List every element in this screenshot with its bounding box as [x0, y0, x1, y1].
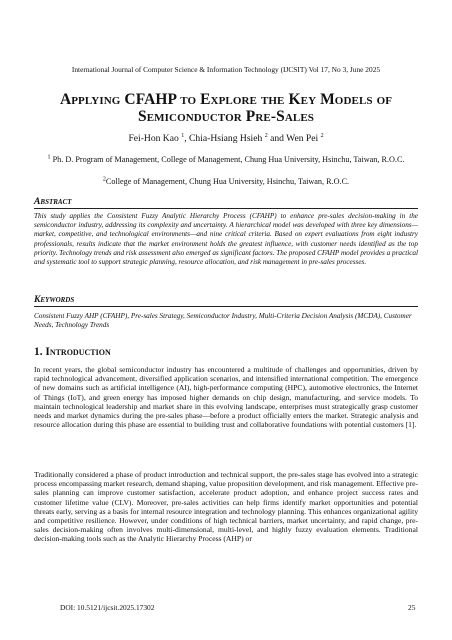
abstract-text: This study applies the Consistent Fuzzy Analytic Hierarchy Process (CFAHP) to enhance pre-sales decision-making in the semiconductor industry, addressing its complexity and uncertainty. A hierarchical model was developed with three key dimensions—market, competitive, and technological environments—and nine critical criteria. Based on expert evaluations from eight industry professionals, results indicate that the market environment holds the greatest influence, with customer needs identified as the top priority. Technology trends and risk assessment also emerged as significant factors. The proposed CFAHP model provides a practical and systematic tool to support strategic planning, resource allocation, and risk management in pre-sales processes. — [34, 212, 418, 267]
author-affiliation-marker: 2 — [264, 132, 268, 139]
author-name: , Chia-Hsiang Hsieh — [184, 133, 265, 144]
doi-footer: DOI: 10.5121/ijcsit.2025.17302 — [60, 603, 155, 612]
affiliation — [34, 154, 418, 165]
affiliation-text: College of Management, Chung Hua University, Hsinchu, Taiwan, R.O.C. — [105, 177, 350, 186]
author-list — [34, 133, 418, 145]
affiliation — [34, 176, 418, 187]
abstract-heading: Abstract — [34, 196, 72, 207]
body-paragraph: Traditionally considered a phase of product introduction and technical support, the pre-sales stage has evolved into a strategic process encompassing market research, demand shaping, value proposition development, and risk management. Effective pre-sales planning can improve customer satisfaction, accelerate product adoption, and enhance project success rates and customer lifetime value (CLV). Moreover, pre-sales activities can help firms identify market opportunities and potential threats early, serving as a basis for internal resource integration and technology planning. This enhances organizational agility and competitive resilience. However, under conditions of high technical barriers, market uncertainty, and rapid change, pre-sales decision-making often involves multi-dimensional, multi-level, and highly fuzzy evaluation elements. Traditional decision-making tools such as the Analytic Hierarchy Process (AHP) or — [34, 470, 418, 544]
paper-title: Applying CFAHP to Explore the Key Models of Semiconductor Pre-Sales — [59, 91, 393, 125]
journal-header: International Journal of Computer Science & Information Technology (IJCSIT) Vol 17, No 3, June 2025 — [71, 65, 381, 74]
affiliation-marker: 2 — [102, 176, 106, 183]
affiliation-marker: 1 — [47, 154, 51, 161]
author-affiliation-marker: 1 — [181, 132, 185, 139]
keywords-heading: Keywords — [34, 294, 75, 305]
author-name: and Wen Pei — [267, 133, 321, 144]
section-divider — [34, 208, 418, 209]
section-divider — [34, 306, 418, 307]
page-number: 25 — [408, 603, 416, 612]
author-affiliation-marker: 2 — [320, 132, 324, 139]
affiliation-text: Ph. D. Program of Management, College of Management, Chung Hua University, Hsinchu, Taiwan, R.O.C. — [50, 155, 405, 164]
introduction-heading: 1. Introduction — [34, 346, 111, 358]
author-name: Fei-Hon Kao — [128, 133, 182, 144]
keywords-text: Consistent Fuzzy AHP (CFAHP), Pre-sales Strategy, Semiconductor Industry, Multi-Criteria Decision Analysis (MCDA), Customer Needs, Technology Trends — [34, 312, 412, 330]
body-paragraph: In recent years, the global semiconductor industry has encountered a multitude of challenges and opportunities, driven by rapid technological advancement, diversified application scenarios, and intensified international competition. The emergence of new domains such as artificial intelligence (AI), high-performance computing (HPC), automotive electronics, the Internet of Things (IoT), and green energy has imposed higher demands on chip design, manufacturing, and service models. To maintain technological leadership and market share in this evolving landscape, enterprises must strategically grasp customer needs and market dynamics during the pre-sales phase—before a product officially enters the market. Strategic analysis and resource allocation during this phase are essential to building trust and collaborative foundations with potential customers [1]. — [34, 365, 418, 430]
